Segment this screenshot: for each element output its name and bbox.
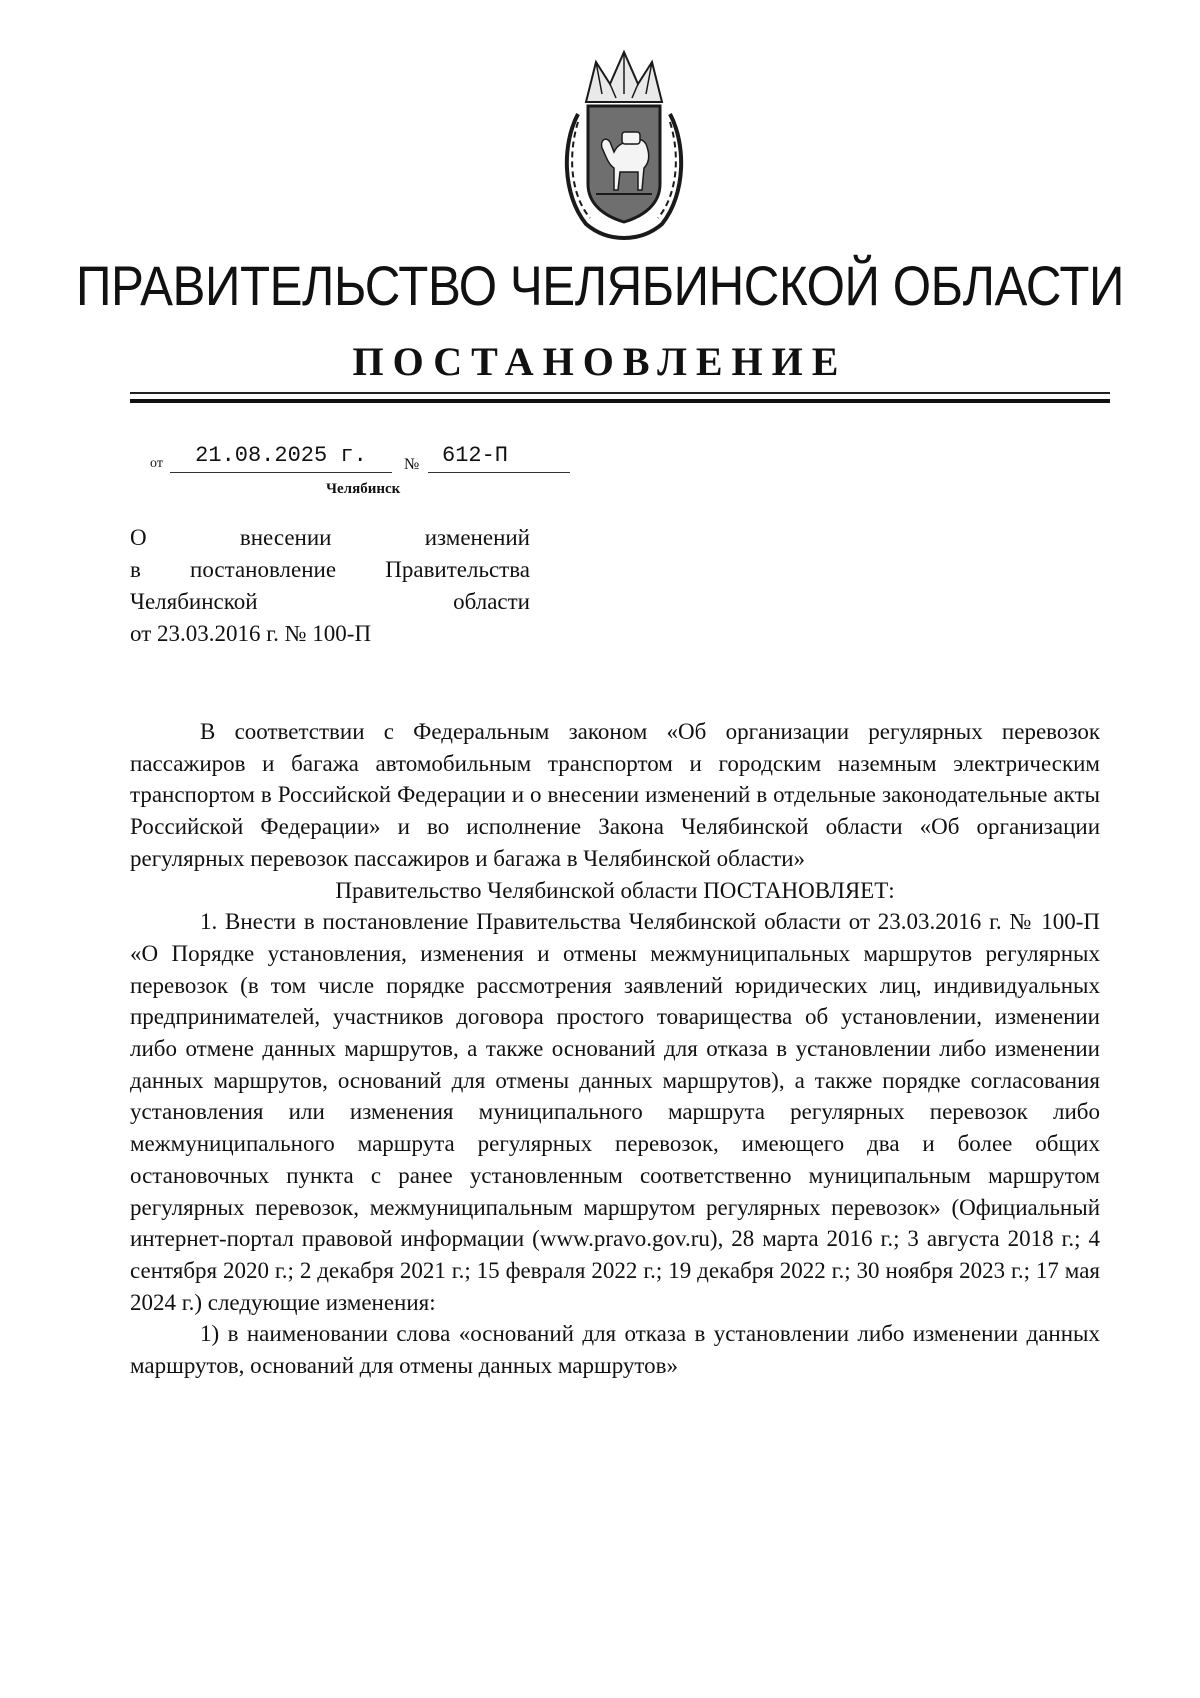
number-sign-label: №	[404, 456, 420, 473]
document-body	[130, 716, 1100, 1382]
subject-line: в постановление Правительства	[130, 557, 530, 582]
preamble-paragraph: В соответствии с Федеральным законом «Об организации регулярных перевозок пассажиров и багажа автомобильным транспортом и городским наземным электрическим транспортом в Российской Федерации и о внесении изменений в отдельные законодательные акты Российской Федерации» и во исполнение Закона Челябинской области «Об организации регулярных перевозок пассажиров и багажа в Челябинской области»	[130, 719, 1100, 871]
organization-title: ПРАВИТЕЛЬСТВО ЧЕЛЯБИНСКОЙ ОБЛАСТИ	[76, 254, 1124, 317]
document-type-heading: ПОСТАНОВЛЕНИЕ	[352, 339, 848, 384]
document-subject	[130, 522, 530, 650]
item-1-paragraph: 1. Внести в постановление Правительства Челябинской области от 23.03.2016 г. № 100-П «О Порядке установления, изменения и отмены межмуниципальных маршрутов регулярных перевозок (в том числе порядке рассмотрения заявлений юридических лиц, индивидуальных предпринимателей, участников договора простого товарищества об установлении, изменении либо отмене данных маршрутов, а также оснований для отказа в установлении либо изменении данных маршрутов, оснований для отмены данных маршрутов), а также порядке согласования установления или изменения муниципального маршрута регулярных перевозок либо межмуниципального маршрута регулярных перевозок, имеющего два и более общих остановочных пункта с ранее установленным соответственно муниципальным маршрутом регулярных перевозок, межмуниципальным маршрутом регулярных перевозок» (Официальный интернет-портал правовой информации (www.pravo.gov.ru), 28 марта 2016 г.; 3 августа 2018 г.; 4 сентября 2020 г.; 2 декабря 2021 г.; 15 февраля 2022 г.; 19 декабря 2022 г.; 30 ноября 2023 г.; 17 мая 2024 г.) следующие изменения:	[130, 909, 1100, 1315]
document-city: Челябинск	[326, 481, 401, 497]
subject-line: О внесении изменений	[130, 525, 530, 550]
subject-line: Челябинской области	[130, 589, 530, 614]
subitem-1-paragraph: 1) в наименовании слова «оснований для отказа в установлении либо изменении данных маршрутов, оснований для отмены данных маршрутов»	[130, 1321, 1100, 1379]
date-prefix-label: от	[150, 456, 163, 471]
resolution-statement: Правительство Челябинской области ПОСТАНОВЛЯЕТ:	[335, 877, 895, 903]
header-divider-thick	[130, 399, 1110, 403]
header-divider-thin	[130, 392, 1110, 394]
document-date: 21.08.2025 г.	[170, 440, 392, 473]
subject-line: от 23.03.2016 г. № 100-П	[130, 621, 372, 646]
document-number: 612-П	[428, 440, 570, 473]
coat-of-arms-icon	[556, 44, 692, 240]
